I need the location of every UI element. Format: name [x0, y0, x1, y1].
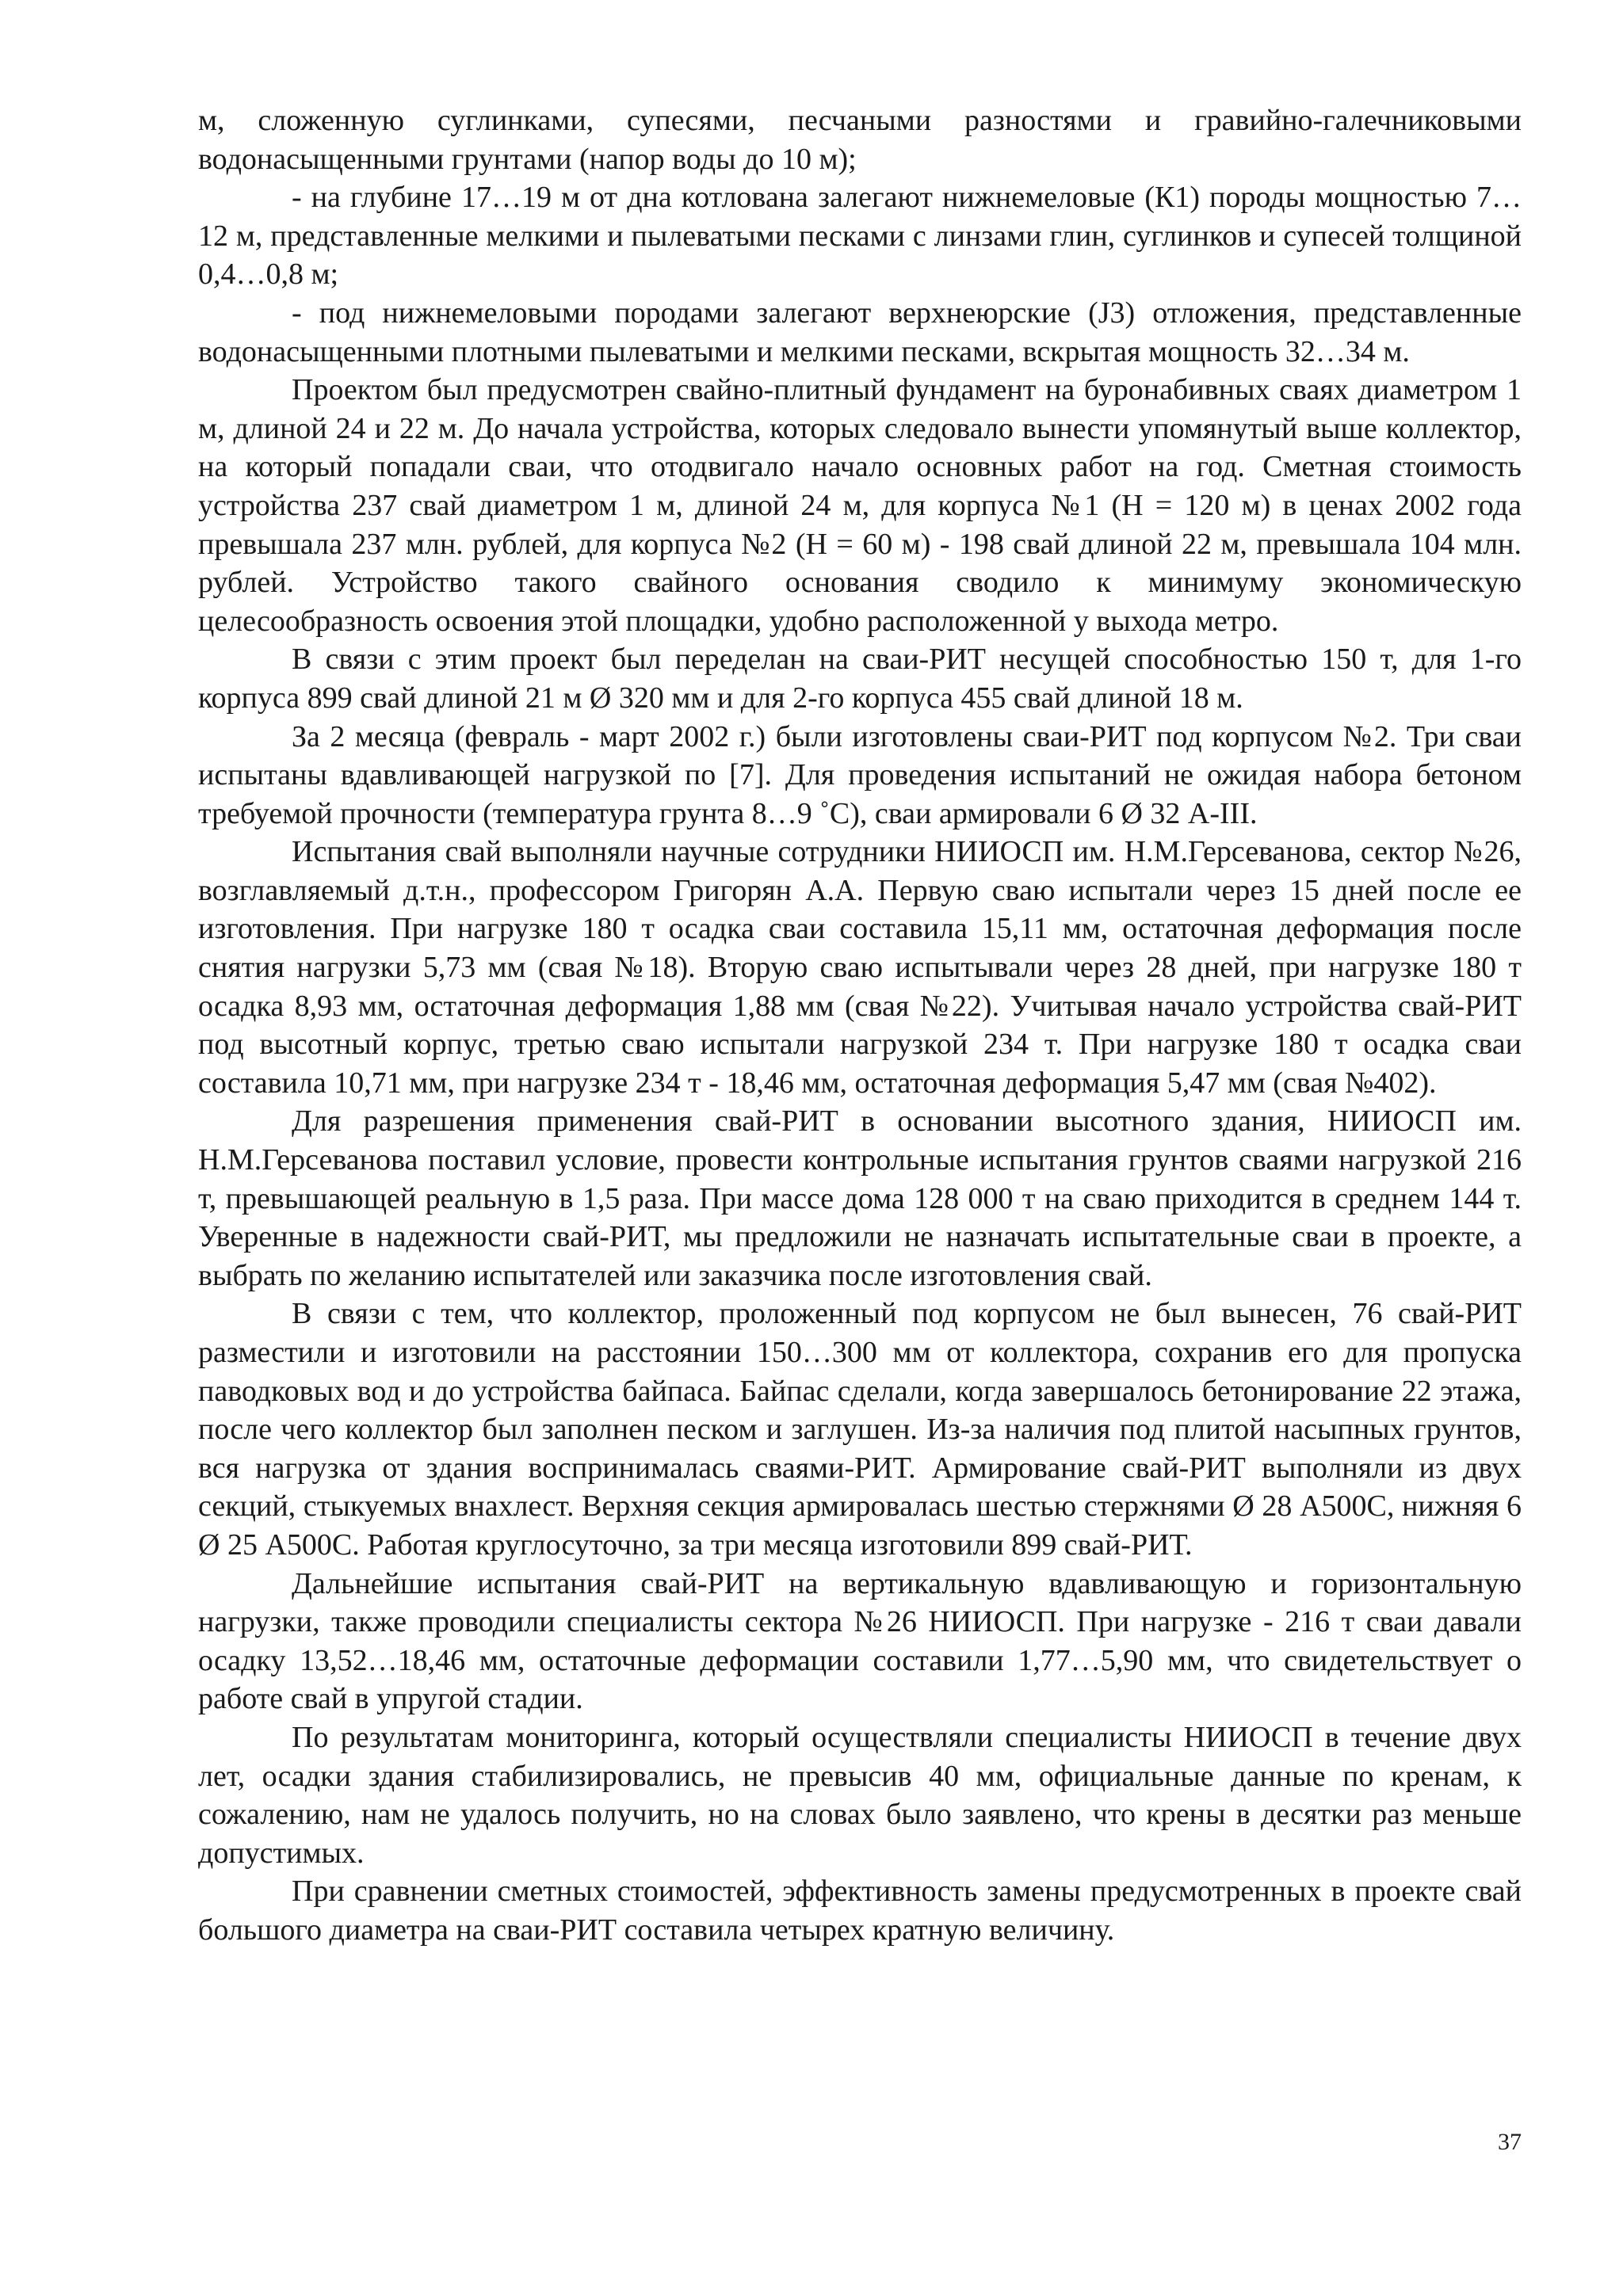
- page-number: 37: [1498, 2129, 1522, 2155]
- paragraph-control-tests: Для разрешения применения свай-РИТ в основании высотного здания, НИИОСП им. Н.М.Герсеванова поставил условие, провести контрольные испытания грунтов сваями нагрузкой 216 т, превышающей реальную в 1,5 раза. При массе дома 128 000 т на сваю приходится в среднем 144 т. Уверенные в надежности свай-РИТ, мы предложили не назначать испытательные сваи в проекте, а выбрать по желанию испытателей или заказчика после изготовления свай.: [198, 1104, 1522, 1292]
- paragraph-collector: В связи с тем, что коллектор, проложенный под корпусом не был вынесен, 76 свай-РИТ разместили и изготовили на расстоянии 150…300 мм от коллектора, сохранив его для пропуска паводковых вод и до устройства байпаса. Байпас сделали, когда завершалось бетонирование 22 этажа, после чего коллектор был заполнен песком и заглушен. Из-за наличия под плитой насыпных грунтов, вся нагрузка от здания воспринималась сваями-РИТ. Армирование свай-РИТ выполняли из двух секций, стыкуемых внахлест. Верхняя секция армировалась шестью стержнями Ø 28 А500С, нижняя 6 Ø 25 А500С. Работая круглосуточно, за три месяца изготовили 899 свай-РИТ.: [198, 1297, 1522, 1562]
- paragraph-redesign: В связи с этим проект был переделан на сваи-РИТ несущей способностью 150 т, для 1-го корпуса 899 свай длиной 21 м Ø 320 мм и для 2-го корпуса 455 свай длиной 18 м.: [198, 643, 1522, 715]
- list-item-lower-cretaceous: - на глубине 17…19 м от дна котлована залегают нижнемеловые (К1) породы мощностью 7…12 м, представленные мелкими и пылеватыми песками с линзами глин, суглинков и супесей толщиной 0,4…0,8 м;: [198, 181, 1522, 292]
- paragraph-further-tests: Дальнейшие испытания свай-РИТ на вертикальную вдавливающую и горизонтальную нагрузки, также проводили специалисты сектора №26 НИИОСП. При нагрузке - 216 т сваи давали осадку 13,52…18,46 мм, остаточные деформации составили 1,77…5,90 мм, что свидетельствует о работе свай в упругой стадии.: [198, 1566, 1522, 1716]
- body-text: [198, 101, 1522, 1950]
- paragraph-pile-tests: Испытания свай выполняли научные сотрудники НИИОСП им. Н.М.Герсеванова, сектор №26, возглавляемый д.т.н., профессором Григорян А.А. Первую сваю испытали через 15 дней после ее изготовления. При нагрузке 180 т осадка сваи составила 15,11 мм, остаточная деформация после снятия нагрузки 5,73 мм (свая №18). Вторую сваю испытывали через 28 дней, при нагрузке 180 т осадка 8,93 мм, остаточная деформация 1,88 мм (свая №22). Учитывая начало устройства свай-РИТ под высотный корпус, третью сваю испытали нагрузкой 234 т. При нагрузке 180 т осадка сваи составила 10,71 мм, при нагрузке 234 т - 18,46 мм, остаточная деформация 5,47 мм (свая №402).: [198, 835, 1522, 1100]
- paragraph-monitoring: По результатам мониторинга, который осуществляли специалисты НИИОСП в течение двух лет, осадки здания стабилизировались, не превысив 40 мм, официальные данные по кренам, к сожалению, нам не удалось получить, но на словах было заявлено, что крены в десятки раз меньше допустимых.: [198, 1720, 1522, 1870]
- paragraph-continuation: м, сложенную суглинками, супесями, песчаными разностями и гравийно-галечниковыми водонасыщенными грунтами (напор воды до 10 м);: [198, 104, 1522, 176]
- paragraph-project-foundation: Проектом был предусмотрен свайно-плитный фундамент на буронабивных сваях диаметром 1 м, длиной 24 и 22 м. До начала устройства, которых следовало вынести упомянутый выше коллектор, на который попадали сваи, что отодвигало начало основных работ на год. Сметная стоимость устройства 237 свай диаметром 1 м, длиной 24 м, для корпуса №1 (Н = 120 м) в ценах 2002 года превышала 237 млн. рублей, для корпуса №2 (Н = 60 м) - 198 свай длиной 22 м, превышала 104 млн. рублей. Устройство такого свайного основания сводило к минимуму экономическую целесообразность освоения этой площадки, удобно расположенной у выхода метро.: [198, 373, 1522, 638]
- paragraph-first-piles: За 2 месяца (февраль - март 2002 г.) были изготовлены сваи-РИТ под корпусом №2. Три сваи испытаны вдавливающей нагрузкой по [7]. Для проведения испытаний не ожидая набора бетоном требуемой прочности (температура грунта 8…9 ˚С), сваи армировали 6 Ø 32 А-III.: [198, 719, 1522, 830]
- paragraph-efficiency: При сравнении сметных стоимостей, эффективность замены предусмотренных в проекте свай большого диаметра на сваи-РИТ составила четырех кратную величину.: [198, 1875, 1522, 1947]
- list-item-upper-jurassic: - под нижнемеловыми породами залегают верхнеюрские (J3) отложения, представленные водонасыщенными плотными пылеватыми и мелкими песками, вскрытая мощность 32…34 м.: [198, 296, 1522, 368]
